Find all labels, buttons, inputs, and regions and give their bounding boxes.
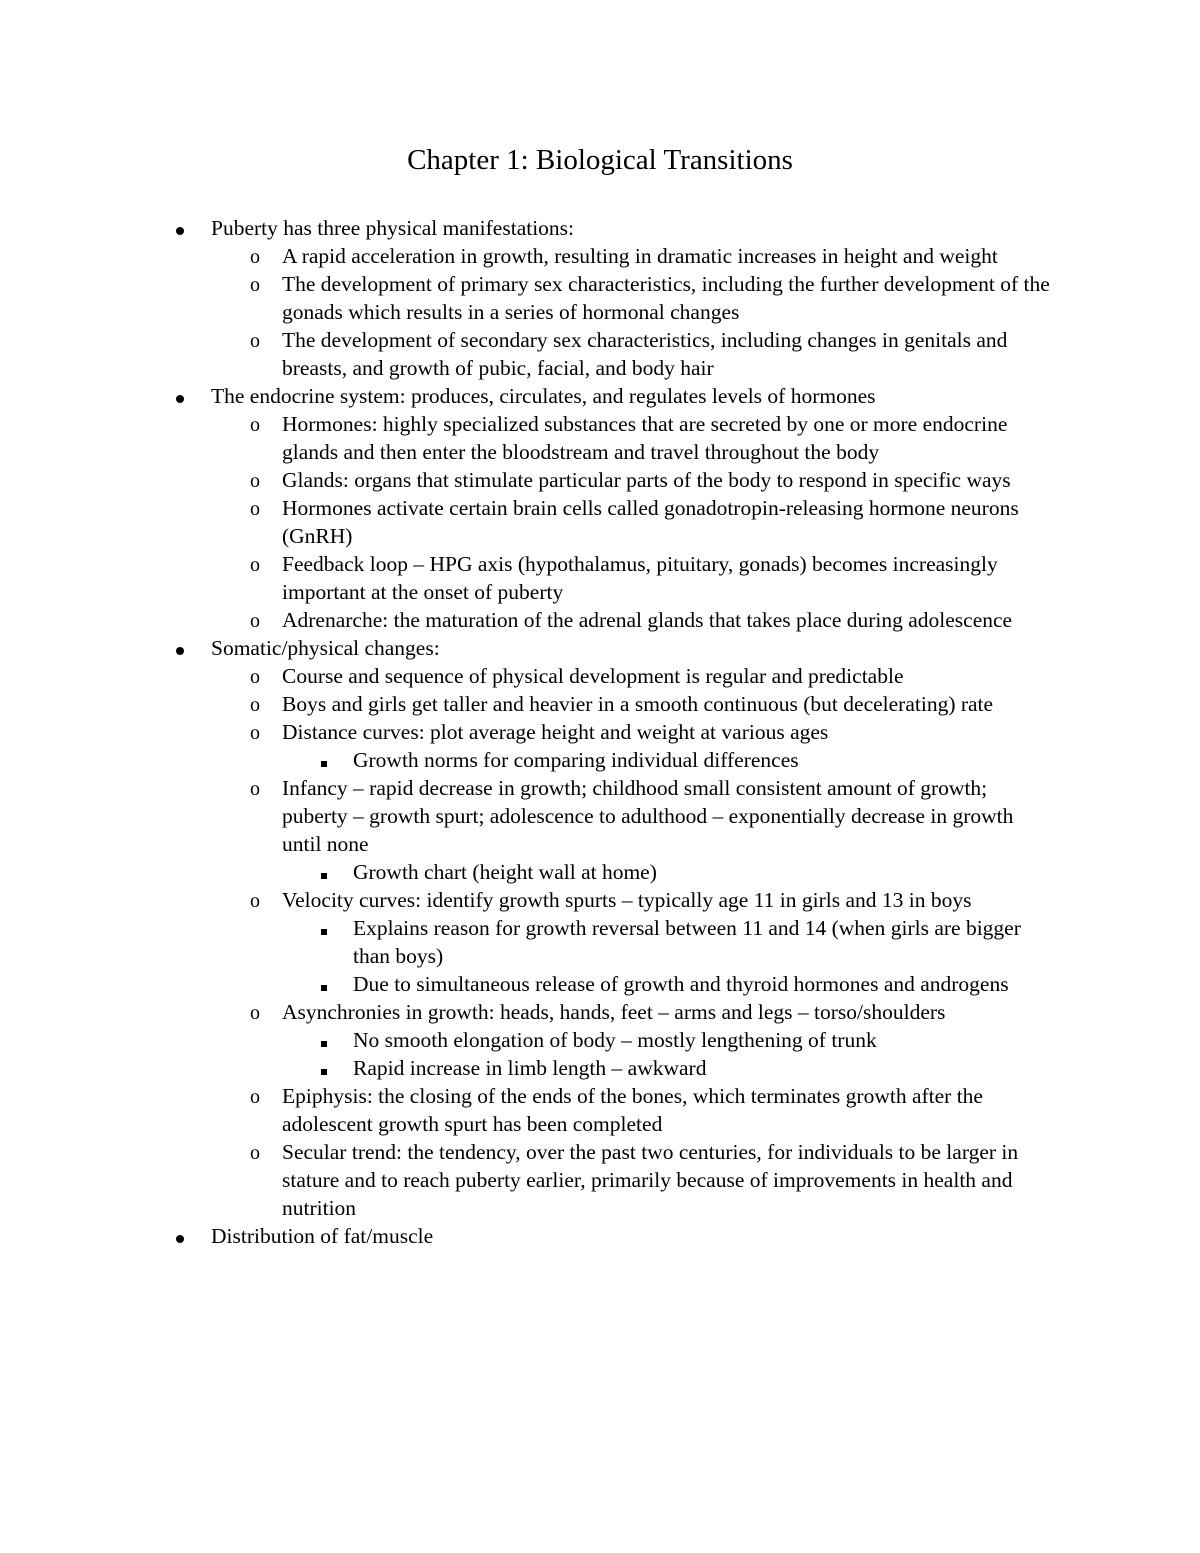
list-item-text: Growth chart (height wall at home) [353,860,657,884]
bullet-square-icon [314,1026,334,1054]
list-item-text: Hormones: highly specialized substances that are secreted by one or more endocrine glands and then enter the bloodstream and travel throughout the body [282,412,1008,464]
sub-list-item [0,606,1056,634]
sub-list-item [0,886,1056,914]
bullet-circle-icon: o [250,414,260,436]
bullet-circle-icon: o [250,890,260,912]
sub-sub-list-item [0,970,1056,998]
bullet-square-icon [314,1054,334,1082]
list-item [0,634,1056,662]
list-item-text: Boys and girls get taller and heavier in a smooth continuous (but decelerating) rate [282,692,994,716]
sub-list-item [0,466,1056,494]
list-item-text: Rapid increase in limb length – awkward [353,1056,707,1080]
sub-list-item [0,410,1056,466]
bullet-circle-icon: o [250,274,260,296]
sub-list-item [0,494,1056,550]
sub-sub-list-item [0,746,1056,774]
sub-list-item [0,690,1056,718]
list-item-text: No smooth elongation of body – mostly lengthening of trunk [353,1028,877,1052]
list-item-text: Epiphysis: the closing of the ends of the bones, which terminates growth after the adolescent growth spurt has been completed [282,1084,983,1136]
bullet-circle-icon: o [250,694,260,716]
sub-sub-list-item [0,914,1056,970]
list-item-text: Puberty has three physical manifestations: [211,216,575,240]
bullet-circle-icon: o [250,330,260,352]
bullet-circle-icon: o [250,1086,260,1108]
sub-list-item [0,774,1056,858]
bullet-square-icon [314,858,334,886]
sub-list-item [0,242,1056,270]
sub-list-item [0,718,1056,746]
bullet-dot-icon [170,214,190,242]
bullet-circle-icon: o [250,554,260,576]
notes-outline [0,214,1200,1250]
list-item-text: The endocrine system: produces, circulates, and regulates levels of hormones [211,384,876,408]
list-item-text: Asynchronies in growth: heads, hands, feet – arms and legs – torso/shoulders [282,1000,946,1024]
bullet-circle-icon: o [250,470,260,492]
list-item-text: Growth norms for comparing individual differences [353,748,799,772]
sub-list-item [0,1138,1056,1222]
list-item-text: Glands: organs that stimulate particular parts of the body to respond in specific ways [282,468,1011,492]
list-item-text: Distribution of fat/muscle [211,1224,434,1248]
list-item-text: Due to simultaneous release of growth and thyroid hormones and androgens [353,972,1009,996]
bullet-circle-icon: o [250,246,260,268]
list-item-text: Infancy – rapid decrease in growth; childhood small consistent amount of growth; puberty – growth spurt; adolescence to adulthood – exponentially decrease in growth until none [282,776,1014,856]
bullet-circle-icon: o [250,1142,260,1164]
bullet-dot-icon [170,1222,190,1250]
sub-sub-list-item [0,1026,1056,1054]
sub-list-item [0,550,1056,606]
sub-sub-list-item [0,858,1056,886]
list-item-text: Adrenarche: the maturation of the adrenal glands that takes place during adolescence [282,608,1013,632]
list-item-text: Explains reason for growth reversal between 11 and 14 (when girls are bigger than boys) [353,916,1021,968]
list-item [0,382,1056,410]
sub-list-item [0,662,1056,690]
list-item-text: Hormones activate certain brain cells called gonadotropin-releasing hormone neurons (GnRH) [282,496,1019,548]
sub-list-item [0,998,1056,1026]
list-item-text: Velocity curves: identify growth spurts – typically age 11 in girls and 13 in boys [282,888,972,912]
list-item-text: The development of primary sex characteristics, including the further development of the gonads which results in a series of hormonal changes [282,272,1050,324]
bullet-circle-icon: o [250,498,260,520]
bullet-circle-icon: o [250,778,260,800]
list-item-text: Feedback loop – HPG axis (hypothalamus, pituitary, gonads) becomes increasingly important at the onset of puberty [282,552,998,604]
page-title: Chapter 1: Biological Transitions [407,144,793,176]
list-item-text: A rapid acceleration in growth, resulting in dramatic increases in height and weight [282,244,998,268]
bullet-circle-icon: o [250,722,260,744]
list-item-text: Secular trend: the tendency, over the past two centuries, for individuals to be larger in stature and to reach puberty earlier, primarily because of improvements in health and nutrition [282,1140,1019,1220]
bullet-square-icon [314,746,334,774]
list-item-text: The development of secondary sex characteristics, including changes in genitals and breasts, and growth of pubic, facial, and body hair [282,328,1008,380]
bullet-circle-icon: o [250,666,260,688]
bullet-dot-icon [170,634,190,662]
list-item-text: Somatic/physical changes: [211,636,440,660]
list-item [0,214,1056,242]
sub-list-item [0,326,1056,382]
bullet-square-icon [314,914,334,942]
sub-list-item [0,270,1056,326]
sub-list-item [0,1082,1056,1138]
bullet-dot-icon [170,382,190,410]
bullet-circle-icon: o [250,1002,260,1024]
list-item-text: Distance curves: plot average height and weight at various ages [282,720,829,744]
list-item-text: Course and sequence of physical development is regular and predictable [282,664,904,688]
bullet-square-icon [314,970,334,998]
list-item [0,1222,1056,1250]
sub-sub-list-item [0,1054,1056,1082]
bullet-circle-icon: o [250,610,260,632]
